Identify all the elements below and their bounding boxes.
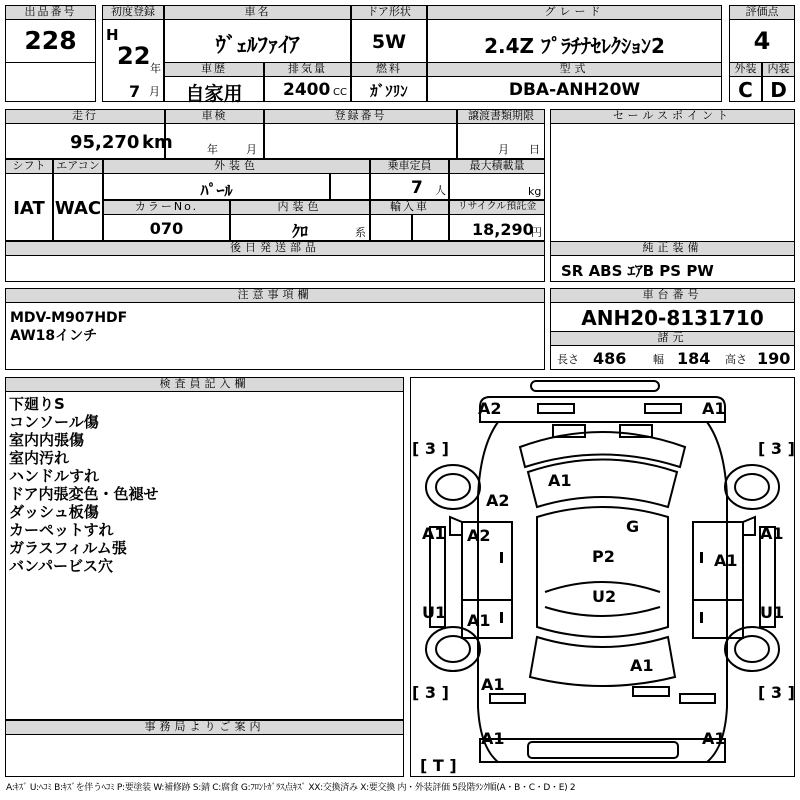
- mileage-unit: km: [142, 132, 173, 153]
- sales-point-cell: [550, 123, 795, 242]
- exterior-grade-cell: [729, 76, 762, 102]
- color-no-label: カラーNo.: [103, 200, 230, 215]
- fuel-cell: [351, 76, 427, 102]
- history-value: 自家用: [185, 83, 243, 105]
- recycle-label: リサイクル預託金: [449, 200, 545, 215]
- car-name-label: 車名: [164, 5, 351, 20]
- lot-no-value: 228: [24, 26, 77, 55]
- inspector-line: バンパービス穴: [9, 557, 113, 575]
- mileage-cell: [5, 123, 173, 159]
- mark-rear-left-corner: A1: [481, 729, 505, 748]
- inspector-line: ダッシュ板傷: [9, 503, 99, 521]
- later-parts-label: 後日発送部品: [5, 241, 545, 256]
- mileage-label: 走行: [5, 109, 165, 124]
- mark-roof-rear: U2: [592, 587, 617, 606]
- grade-label: グレード: [427, 5, 722, 20]
- mark-spare-tire: [ T ]: [420, 756, 457, 775]
- spec-length-value: 486: [593, 349, 627, 368]
- mark-rear-glass: A1: [630, 656, 654, 675]
- inspector-line: ハンドルすれ: [9, 467, 100, 485]
- max-load-label: 最大積載量: [449, 159, 545, 174]
- color-no-value: 070: [149, 219, 184, 238]
- history-cell: [164, 76, 264, 105]
- notes-cell: [5, 302, 545, 370]
- inspector-line: コンソール傷: [9, 413, 99, 431]
- spec-length-label: 長さ: [557, 353, 579, 366]
- first-reg-month-unit: 月: [149, 85, 160, 98]
- spec-height-label: 高さ: [725, 353, 747, 366]
- mark-left-rear-quarter: A1: [481, 675, 505, 694]
- notes-line: AW18インチ: [10, 328, 98, 344]
- first-reg-year-unit: 年: [150, 62, 161, 75]
- displacement-value: 2400: [283, 80, 331, 100]
- chassis-no-value: ANH20-8131710: [581, 306, 764, 330]
- mark-left-front-door: A2: [467, 526, 491, 545]
- mark-rear-right-corner: A1: [702, 729, 726, 748]
- max-load-unit: kg: [528, 185, 542, 198]
- inspection-label: 車検: [165, 109, 264, 124]
- model-code-label: 型式: [427, 62, 722, 77]
- shift-value: IAT: [13, 198, 45, 219]
- capacity-cell: [370, 173, 449, 200]
- office-cell: [5, 734, 404, 777]
- spec-width-label: 幅: [653, 353, 664, 366]
- interior-color-value: ｸﾛ: [291, 222, 308, 241]
- door-value: 5W: [371, 31, 407, 53]
- max-load-cell: [449, 173, 545, 200]
- grade-cell: [427, 19, 722, 63]
- interior-grade-value: D: [770, 78, 787, 102]
- mark-roof: P2: [592, 547, 615, 566]
- interior-color-unit: 系: [355, 226, 366, 239]
- inspection-year-unit: 年: [207, 143, 218, 156]
- tire-front-left-icon: [426, 465, 480, 509]
- interior-color-cell: [230, 214, 370, 241]
- reg-no-label: 登録番号: [264, 109, 457, 124]
- chassis-no-cell: [550, 302, 795, 332]
- recycle-unit: 円: [531, 226, 542, 239]
- inspector-line: ガラスフィルム張: [9, 539, 127, 557]
- mark-tire-rear-left: [ 3 ]: [412, 683, 449, 702]
- mark-tire-rear-right: [ 3 ]: [758, 683, 795, 702]
- grade-value: 2.4Z ﾌﾟﾗﾁﾅｾﾚｸｼｮﾝ2: [484, 34, 665, 58]
- later-parts-cell: [5, 255, 545, 282]
- sales-point-label: セールスポイント: [550, 109, 795, 124]
- mark-front-left-corner: A2: [478, 399, 502, 418]
- inspector-line: ドア内張変色・色褪せ: [9, 485, 159, 503]
- first-reg-era: H: [106, 26, 119, 44]
- model-code-value: DBA-ANH20W: [508, 80, 641, 100]
- tire-rear-right-icon: [725, 627, 779, 671]
- tire-front-right-icon: [725, 465, 779, 509]
- mark-right-rocker: U1: [760, 603, 785, 622]
- exterior-color-value: ﾊﾟｰﾙ: [200, 181, 233, 200]
- transfer-deadline-cell: [457, 123, 545, 159]
- capacity-value: 7: [411, 178, 423, 198]
- mark-left-pillar: A1: [422, 524, 446, 543]
- aircon-cell: [53, 173, 103, 241]
- import-cell-b: [412, 214, 449, 241]
- fuel-value: ｶﾞｿﾘﾝ: [370, 82, 408, 100]
- car-name-value: ｳﾞｪﾙﾌｧｲｱ: [215, 33, 300, 57]
- model-code-cell: [427, 76, 722, 102]
- chassis-no-label: 車台番号: [550, 288, 795, 303]
- inspector-line: 下廻りS: [9, 395, 65, 413]
- exterior-grade-label: 外装: [729, 62, 762, 77]
- notes-line: MDV-M907HDF: [10, 310, 128, 326]
- fuel-label: 燃料: [351, 62, 427, 77]
- legend-text: A:ｷｽﾞ U:ﾍｺﾐ B:ｷｽﾞを伴うﾍｺﾐ P:要塗装 W:補修跡 S:錆 C:腐食 G:ﾌﾛﾝﾄｶﾞﾗｽ点ｷｽﾞ XX:交換済み X:要交換 内・外装評価 5段階ﾗﾝｸ順(A・B・C・D・E) 2: [6, 783, 576, 793]
- score-cell: [729, 19, 795, 63]
- interior-grade-cell: [762, 76, 795, 102]
- score-value: 4: [753, 27, 771, 55]
- mark-windshield: G: [626, 517, 640, 536]
- notes-label: 注意事項欄: [5, 288, 545, 303]
- reg-no-cell: [264, 123, 457, 159]
- inspector-line: 室内汚れ: [9, 449, 70, 467]
- specs-cell: [550, 345, 795, 370]
- aircon-value: WAC: [54, 198, 102, 219]
- interior-color-label: 内装色: [230, 200, 370, 215]
- spec-width-value: 184: [677, 349, 711, 368]
- car-diagram: [410, 377, 795, 777]
- score-label: 評価点: [729, 5, 795, 20]
- import-label: 輸入車: [370, 200, 449, 215]
- office-label: 事務局よりご案内: [5, 720, 404, 735]
- color-no-cell: [103, 214, 230, 241]
- mark-hood: A1: [548, 471, 572, 490]
- exterior-grade-value: C: [738, 78, 753, 102]
- shift-label: シフト: [5, 159, 53, 174]
- mark-right-front-door: A1: [714, 551, 738, 570]
- displacement-label: 排気量: [264, 62, 351, 77]
- mark-left-front-fender: A2: [486, 491, 510, 510]
- inspector-cell: [5, 391, 404, 720]
- transfer-day-unit: 日: [529, 143, 540, 156]
- lot-no-cell: [5, 19, 96, 63]
- options-value: SR ABS ｴｱB PS PW: [561, 262, 714, 280]
- transfer-deadline-label: 譲渡書類期限: [457, 109, 545, 124]
- shift-cell: [5, 173, 53, 241]
- first-reg-year: 22: [117, 42, 151, 70]
- exterior-color-sub: [330, 173, 370, 200]
- displacement-cell: [264, 76, 351, 102]
- specs-label: 諸元: [550, 331, 795, 346]
- inspector-line: カーペットすれ: [9, 521, 114, 539]
- exterior-color-label: 外装色: [103, 159, 370, 174]
- mark-tire-front-right: [ 3 ]: [758, 439, 795, 458]
- door-cell: [351, 19, 427, 63]
- options-label: 純正装備: [550, 241, 795, 256]
- import-cell-a: [370, 214, 412, 241]
- aircon-label: エアコン: [53, 159, 103, 174]
- mark-tire-front-left: [ 3 ]: [412, 439, 449, 458]
- mark-left-rocker: U1: [422, 603, 447, 622]
- first-reg-month: 7: [129, 82, 141, 101]
- tire-rear-left-icon: [426, 627, 480, 671]
- door-label: ドア形状: [351, 5, 427, 20]
- history-label: 車歴: [164, 62, 264, 77]
- interior-grade-label: 内装: [762, 62, 795, 77]
- lot-no-blank: [5, 62, 96, 102]
- mark-front-right-corner: A1: [702, 399, 726, 418]
- inspection-month-unit: 月: [246, 143, 257, 156]
- capacity-unit: 人: [435, 184, 446, 197]
- first-reg-cell: [102, 19, 164, 102]
- mark-right-pillar: A1: [760, 524, 784, 543]
- lot-no-label: 出品番号: [5, 5, 96, 20]
- first-reg-label: 初度登録: [102, 5, 164, 20]
- recycle-value: 18,290: [472, 220, 534, 239]
- recycle-cell: [449, 214, 545, 241]
- options-cell: [550, 255, 795, 282]
- inspector-label: 検査員記入欄: [5, 377, 404, 392]
- inspection-cell: [165, 123, 264, 159]
- spec-height-value: 190: [757, 349, 791, 368]
- mark-left-rear-door: A1: [467, 611, 491, 630]
- inspector-line: 室内内張傷: [9, 431, 85, 449]
- displacement-unit: CC: [333, 87, 347, 98]
- car-name-cell: [164, 19, 351, 63]
- exterior-color-cell: [103, 173, 330, 200]
- transfer-month-unit: 月: [498, 143, 509, 156]
- mileage-value: 95,270: [70, 132, 140, 153]
- capacity-label: 乗車定員: [370, 159, 449, 174]
